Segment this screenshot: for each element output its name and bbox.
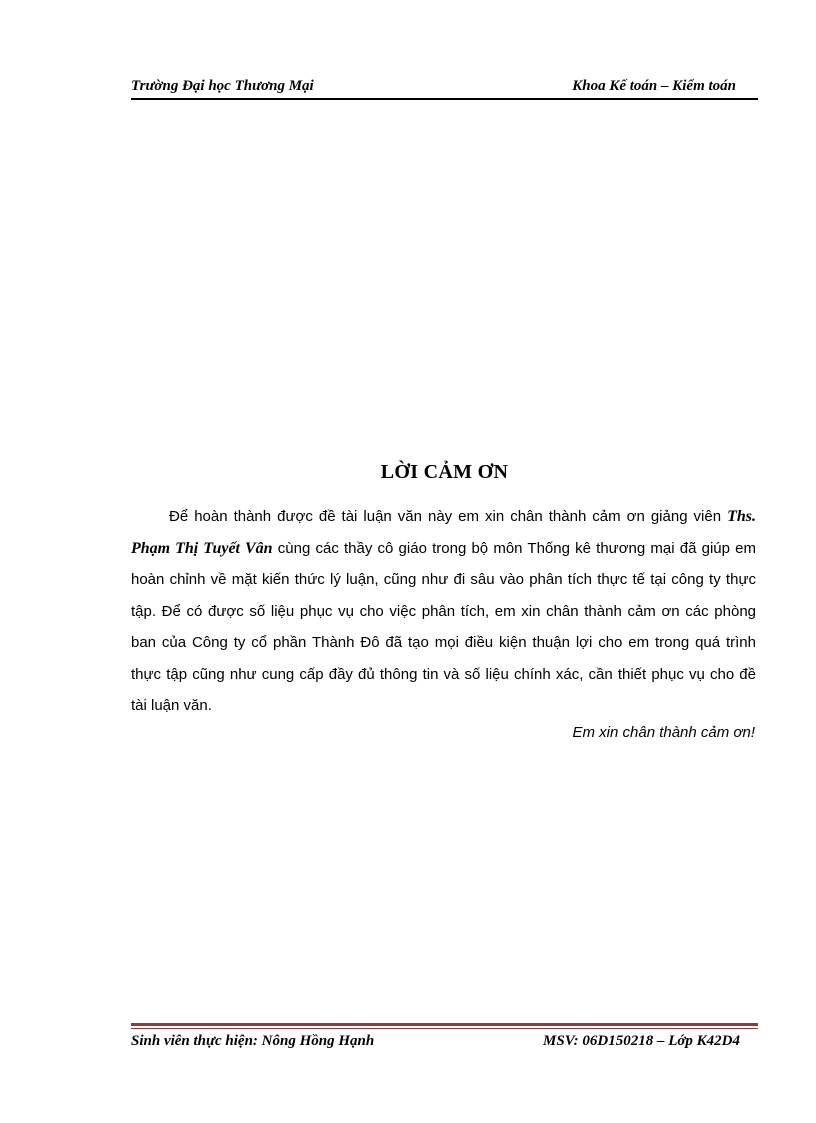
page-footer (131, 1033, 758, 1055)
paragraph-rest: cùng các thầy cô giáo trong bộ môn Thống kê thương mại đã giúp em hoàn chỉnh về mặt kiến thức lý luận, cũng như đi sâu vào phân tích thực tế tại công ty thực tập. Để có được số liệu phục vụ cho việc phân tích, em xin chân thành cảm ơn các phòng ban của Công ty cổ phần Thành Đô đã tạo mọi điều kiện thuận lợi cho em trong quá trình thực tập cũng như cung cấp đầy đủ thông tin và số liệu chính xác, cần thiết phục vụ cho đề tài luận văn. (131, 539, 756, 714)
footer-divider (131, 1023, 758, 1029)
paragraph-intro: Để hoàn thành được đề tài luận văn này em xin chân thành cảm ơn giảng viên (169, 508, 722, 525)
page-title: LỜI CẢM ƠN (380, 461, 509, 483)
header-faculty-name: Khoa Kế toán – Kiểm toán (572, 78, 736, 94)
page-header (131, 76, 758, 100)
header-school-name: Trường Đại học Thương Mại (131, 78, 314, 94)
acknowledgement-paragraph (131, 501, 756, 722)
advisor-name: Ths. Phạm Thị Tuyết Vân (131, 508, 756, 557)
closing-line: Em xin chân thành cảm ơn! (572, 724, 755, 741)
footer-student-name: Sinh viên thực hiện: Nông Hồng Hạnh (131, 1033, 375, 1049)
footer-student-id: MSV: 06D150218 – Lớp K42D4 (543, 1033, 740, 1049)
